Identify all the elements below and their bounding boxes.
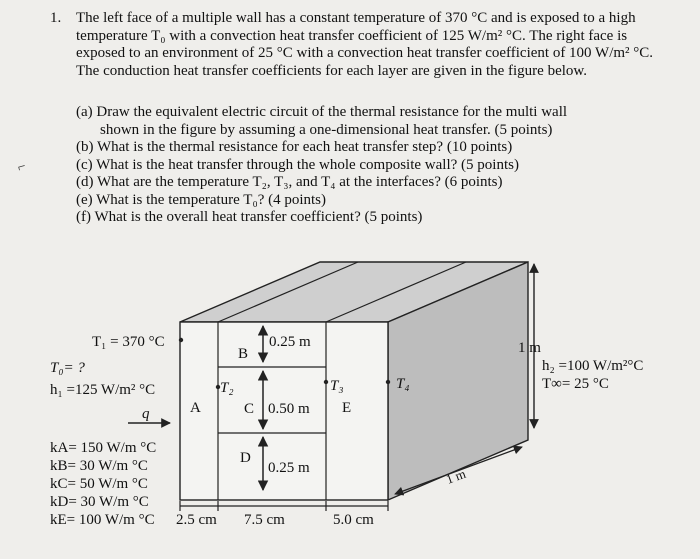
height-label: 1 m <box>518 340 541 356</box>
part-f: (f) What is the overall heat transfer coefficient? (5 points) <box>76 209 423 225</box>
h2-label: h₂ =100 W/m²°C <box>542 358 644 374</box>
dim-c-label: 0.50 m <box>268 401 310 417</box>
t4-label: T₄ <box>396 376 410 392</box>
layer-b-label: B <box>238 346 249 362</box>
kd-label: kD= 30 W/m °C <box>50 494 149 510</box>
thick-e-label: 5.0 cm <box>333 512 374 528</box>
part-d: (d) What are the temperature T₂, T₃, and T₄ at the interfaces? (6 points) <box>76 174 503 190</box>
tinf-label: T∞= 25 °C <box>542 376 609 392</box>
kc-label: kC= 50 W/m °C <box>50 476 148 492</box>
question-intro: The left face of a multiple wall has a constant temperature of 370 °C and is exposed to a high temperature T₀ with a convection heat transfer coefficient of 125 W/m² °C. The right face is exposed to an environment of 25 °C with a convection heat transfer coefficient of 100 W/m² °C. The conduction heat transfer coefficients for each layer are given in the figure below. <box>76 10 654 79</box>
part-e: (e) What is the temperature T₀? (4 points) <box>76 191 327 208</box>
dim-b-label: 0.25 m <box>269 334 311 350</box>
question-number: 1. <box>50 10 62 26</box>
kb-label: kB= 30 W/m °C <box>50 458 148 474</box>
margin-mark: ⌐ <box>16 159 28 176</box>
t3-dot <box>324 380 328 384</box>
part-a-cont: shown in the figure by assuming a one-dimensional heat transfer. (5 points) <box>100 121 553 138</box>
t0-label: T₀= ? <box>50 360 85 376</box>
thick-a-label: 2.5 cm <box>176 512 217 528</box>
ka-label: kA= 150 W/m °C <box>50 440 157 456</box>
thick-bcd-label: 7.5 cm <box>244 512 285 528</box>
t1-label: T₁ = 370 °C <box>92 334 165 350</box>
layer-c-label: C <box>244 401 255 417</box>
part-c: (c) What is the heat transfer through the whole composite wall? (5 points) <box>76 156 519 173</box>
layer-a-label: A <box>190 400 201 416</box>
ke-label: kE= 100 W/m °C <box>50 512 155 528</box>
t4-dot <box>386 380 390 384</box>
layer-e-label: E <box>342 400 352 416</box>
depth-label: 1 m <box>443 465 468 487</box>
h1-label: h₁ =125 W/m² °C <box>50 382 156 398</box>
dim-d-label: 0.25 m <box>268 460 310 476</box>
layer-d-label: D <box>240 450 251 466</box>
part-a: (a) Draw the equivalent electric circuit of the thermal resistance for the multi wall <box>76 104 568 120</box>
t3-label: T₃ <box>330 378 344 394</box>
t1-dot <box>179 338 183 342</box>
q-label: q <box>142 406 150 422</box>
t2-label: T₂ <box>220 380 234 396</box>
part-b: (b) What is the thermal resistance for each heat transfer step? (10 points) <box>76 139 513 155</box>
